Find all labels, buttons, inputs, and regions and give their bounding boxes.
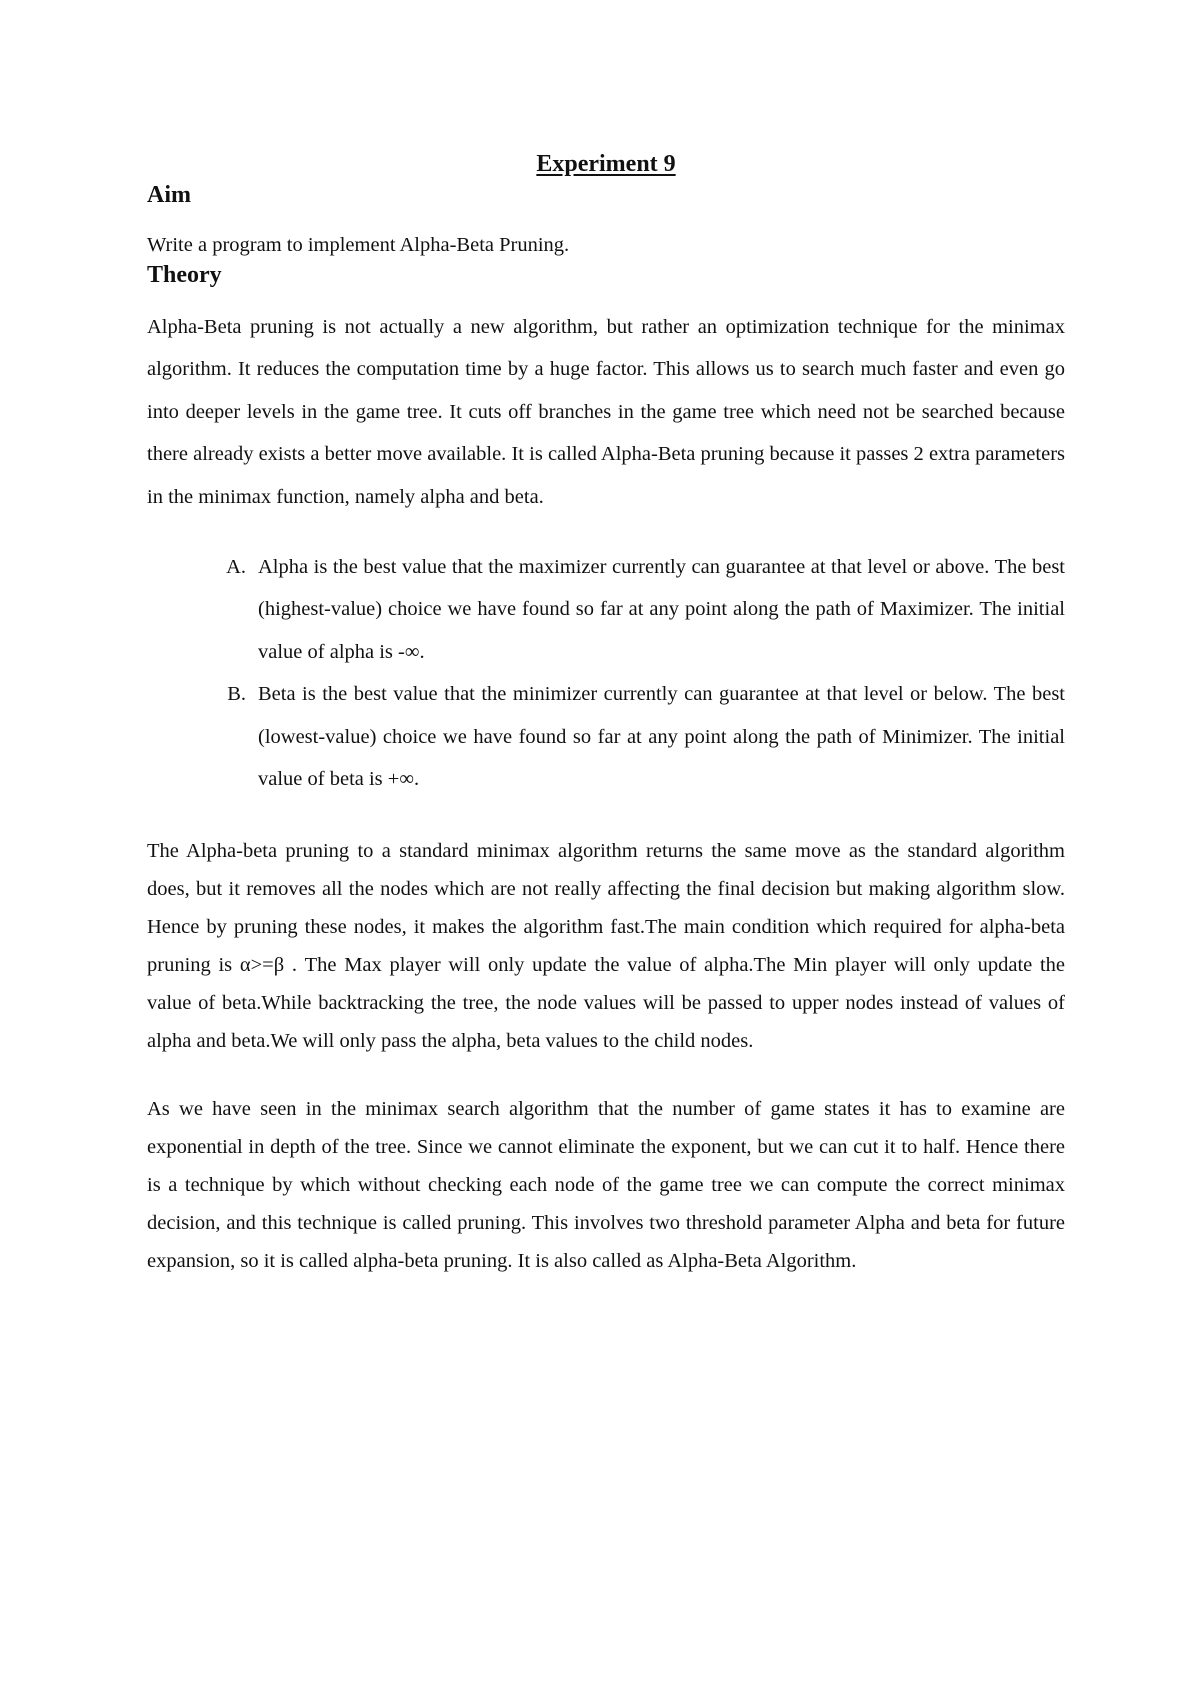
list-item-text: Alpha is the best value that the maximizer currently can guarantee at that level or above. The best (highest-value) choice we have found so far at any point along the path of Maximizer. The initial value of alpha is -∞. <box>258 556 1065 663</box>
list-item-text: Beta is the best value that the minimizer currently can guarantee at that level or below. The best (lowest-value) choice we have found so far at any point along the path of Minimizer. The initial value of beta is +∞. <box>258 683 1065 791</box>
aim-text: Write a program to implement Alpha-Beta Pruning. <box>147 234 570 256</box>
list-item-beta <box>147 673 1065 800</box>
list-marker: B. <box>227 683 246 706</box>
list-marker: A. <box>226 556 246 579</box>
theory-paragraph-2: The Alpha-beta pruning to a standard minimax algorithm returns the same move as the standard algorithm does, but it removes all the nodes which are not really affecting the final decision but making algorithm slow. Hence by pruning these nodes, it makes the algorithm fast.The main condition which required for alpha-beta pruning is α>=β . The Max player will only update the value of alpha.The Min player will only update the value of beta.While backtracking the tree, the node values will be passed to upper nodes instead of values of alpha and beta.We will only pass the alpha, beta values to the child nodes. <box>147 840 1065 1053</box>
theory-paragraph-3: As we have seen in the minimax search algorithm that the number of game states it has to examine are exponential in depth of the tree. Since we cannot eliminate the exponent, but we can cut it to half. Hence there is a technique by which without checking each node of the game tree we can compute the correct minimax decision, and this technique is called pruning. This involves two threshold parameter Alpha and beta for future expansion, so it is called alpha-beta pruning. It is also called as Alpha-Beta Algorithm. <box>147 1098 1065 1273</box>
list-item-alpha <box>147 546 1065 673</box>
document-content <box>147 148 1065 1280</box>
theory-intro-paragraph: Alpha-Beta pruning is not actually a new algorithm, but rather an optimization technique for the minimax algorithm. It reduces the computation time by a huge factor. This allows us to search much faster and even go into deeper levels in the game tree. It cuts off branches in the game tree which need not be searched because there already exists a better move available. It is called Alpha-Beta pruning because it passes 2 extra parameters in the minimax function, namely alpha and beta. <box>147 316 1065 508</box>
aim-heading: Aim <box>147 182 191 208</box>
document-title: Experiment 9 <box>536 151 676 177</box>
theory-heading: Theory <box>147 262 222 288</box>
alpha-beta-definition-list <box>147 546 1065 800</box>
